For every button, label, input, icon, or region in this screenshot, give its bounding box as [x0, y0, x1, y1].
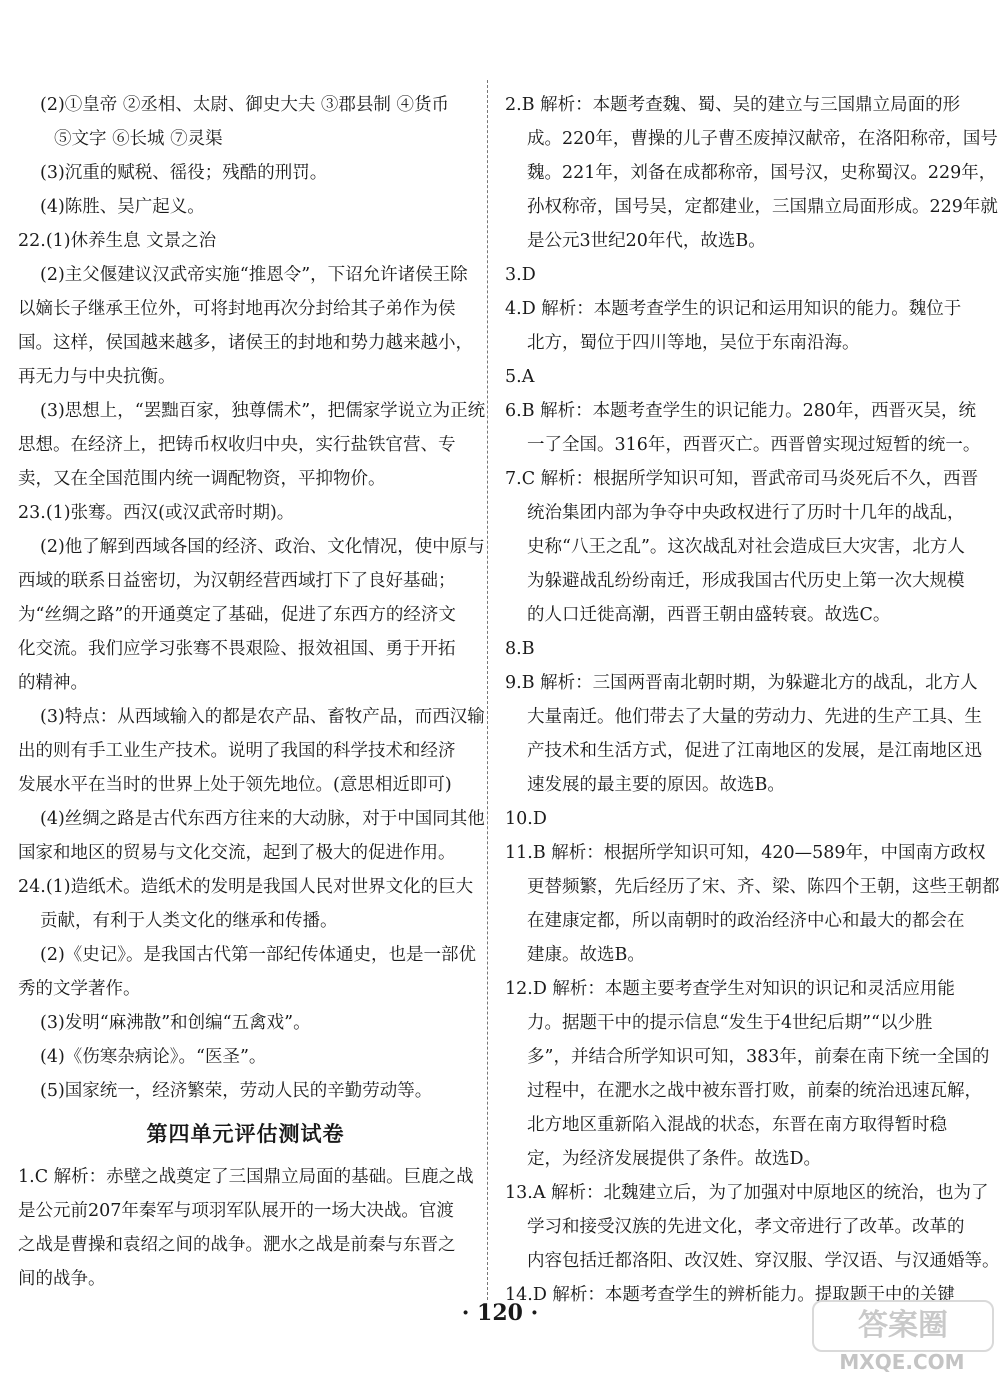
answer-line: 为躲避战乱纷纷南迁，形成我国古代历史上第一次大规模 — [527, 571, 965, 591]
answer-line: ⑤文字 ⑥长城 ⑦灵渠 — [54, 129, 223, 149]
answer-line: 定，为经济发展提供了条件。故选D。 — [527, 1149, 822, 1169]
answer-line: 魏。221年，刘备在成都称帝，国号汉，史称蜀汉。229年， — [527, 163, 997, 183]
left-answers-bottom — [18, 1160, 473, 1296]
answer-line: 多”，并结合所学知识可知，383年，前秦在南下统一全国的 — [527, 1047, 990, 1067]
watermark-logo — [812, 1300, 992, 1380]
answer-line: (2)主父偃建议汉武帝实施“推恩令”，下诏允许诸侯王除 — [40, 265, 468, 285]
answer-line: 的人口迁徙高潮，西晋王朝由盛转衰。故选C。 — [527, 605, 891, 625]
answer-line: 化交流。我们应学习张骞不畏艰险、报效祖国、勇于开拓 — [18, 639, 456, 659]
answer-line: 产技术和生活方式，促进了江南地区的发展，是江南地区迅 — [527, 741, 982, 761]
section-title: 第四单元评估测试卷 — [146, 1122, 345, 1146]
right-column — [505, 88, 1000, 1312]
answer-line: 2.B 解析：本题考查魏、蜀、吴的建立与三国鼎立局面的形 — [505, 95, 961, 115]
answer-line: 秀的文学著作。 — [18, 979, 141, 999]
answer-line: 10.D — [505, 809, 547, 829]
answer-line: 24.(1)造纸术。造纸术的发明是我国人民对世界文化的巨大 — [18, 877, 474, 897]
answer-line: 速发展的最主要的原因。故选B。 — [527, 775, 785, 795]
answer-line: 为“丝绸之路”的开通奠定了基础，促进了东西方的经济文 — [18, 605, 456, 625]
answer-line: 再无力与中央抗衡。 — [18, 367, 176, 387]
answer-line: 更替频繁，先后经历了宋、齐、梁、陈四个王朝，这些王朝都 — [527, 877, 1000, 897]
answer-line: 过程中，在淝水之战中被东晋打败，前秦的统治迅速瓦解， — [527, 1081, 982, 1101]
column-divider — [487, 80, 489, 1300]
answer-line: 9.B 解析：三国两晋南北朝时期，为躲避北方的战乱，北方人 — [505, 673, 978, 693]
answer-line: 一了全国。316年，西晋灭亡。西晋曾实现过短暂的统一。 — [527, 435, 981, 455]
left-answers-top — [18, 88, 486, 1108]
page-number: · 120 · — [461, 1300, 539, 1326]
watermark-url: MXQE.COM — [839, 1350, 965, 1374]
answer-line: 是公元前207年秦军与项羽军队展开的一场大决战。官渡 — [18, 1201, 454, 1221]
answer-line: 大量南迁。他们带去了大量的劳动力、先进的生产工具、生 — [527, 707, 982, 727]
answer-line: (2)他了解到西域各国的经济、政治、文化情况，使中原与 — [40, 537, 485, 557]
answer-line: (2)①皇帝 ②丞相、太尉、御史大夫 ③郡县制 ④货币 — [40, 95, 449, 115]
answer-line: 出的则有手工业生产技术。说明了我国的科学技术和经济 — [18, 741, 456, 761]
answer-line: 发展水平在当时的世界上处于领先地位。(意思相近即可) — [18, 775, 452, 795]
answer-line: (5)国家统一，经济繁荣，劳动人民的辛勤劳动等。 — [40, 1081, 433, 1101]
answer-line: (3)思想上，“罢黜百家，独尊儒术”，把儒家学说立为正统 — [40, 401, 486, 421]
watermark-logo-text: 答案圈 — [812, 1300, 994, 1352]
answer-line: 思想。在经济上，把铸币权收归中央，实行盐铁官营、专 — [18, 435, 456, 455]
answer-line: 西域的联系日益密切，为汉朝经营西域打下了良好基础； — [18, 571, 456, 591]
answer-line: 8.B — [505, 639, 535, 659]
answer-line: 11.B 解析：根据所学知识可知，420—589年，中国南方政权 — [505, 843, 986, 863]
answer-line: 14.D 解析：本题考查学生的辨析能力。提取题干中的关键 — [505, 1285, 955, 1305]
answer-line: (4)《伤寒杂病论》。“医圣”。 — [40, 1047, 267, 1067]
answer-line: 12.D 解析：本题主要考查学生对知识的识记和灵活应用能 — [505, 979, 955, 999]
answer-line: 史称“八王之乱”。这次战乱对社会造成巨大灾害，北方人 — [527, 537, 965, 557]
answer-line: 的精神。 — [18, 673, 88, 693]
answer-line: 3.D — [505, 265, 536, 285]
answer-line: 建康。故选B。 — [527, 945, 645, 965]
answer-line: 统治集团内部为争夺中央政权进行了历时十几年的战乱， — [527, 503, 965, 523]
answer-line: (3)发明“麻沸散”和创编“五禽戏”。 — [40, 1013, 311, 1033]
left-column — [18, 88, 486, 1296]
answer-line: 内容包括迁都洛阳、改汉姓、穿汉服、学汉语、与汉通婚等。 — [527, 1251, 1000, 1271]
answer-line: 之战是曹操和袁绍之间的战争。淝水之战是前秦与东晋之 — [18, 1235, 456, 1255]
answer-line: 学习和接受汉族的先进文化，孝文帝进行了改革。改革的 — [527, 1217, 965, 1237]
answer-line: 北方，蜀位于四川等地，吴位于东南沿海。 — [527, 333, 860, 353]
answer-line: 在建康定都，所以南朝时的政治经济中心和最大的都会在 — [527, 911, 965, 931]
answer-line: 22.(1)休养生息 文景之治 — [18, 231, 217, 251]
answer-line: 孙权称帝，国号吴，定都建业，三国鼎立局面形成。229年就 — [527, 197, 998, 217]
answer-line: (4)丝绸之路是古代东西方往来的大动脉，对于中国同其他 — [40, 809, 485, 829]
answer-line: 1.C 解析：赤壁之战奠定了三国鼎立局面的基础。巨鹿之战 — [18, 1167, 474, 1187]
answer-line: 力。据题干中的提示信息“发生于4世纪后期”“以少胜 — [527, 1013, 933, 1033]
answer-line: 以嫡长子继承王位外，可将封地再次分封给其子弟作为侯 — [18, 299, 456, 319]
answer-line: (3)沉重的赋税、徭役；残酷的刑罚。 — [40, 163, 328, 183]
answer-line: 6.B 解析：本题考查学生的识记能力。280年，西晋灭吴，统 — [505, 401, 977, 421]
answer-line: 贡献，有利于人类文化的继承和传播。 — [40, 911, 338, 931]
answer-line: 国。这样，侯国越来越多，诸侯王的封地和势力越来越小， — [18, 333, 473, 353]
answer-line: 23.(1)张骞。西汉(或汉武帝时期)。 — [18, 503, 295, 523]
answer-line: 北方地区重新陷入混战的状态，东晋在南方取得暂时稳 — [527, 1115, 947, 1135]
answer-line: 5.A — [505, 367, 535, 387]
answer-line: 4.D 解析：本题考查学生的识记和运用知识的能力。魏位于 — [505, 299, 962, 319]
answer-line: 7.C 解析：根据所学知识可知，晋武帝司马炎死后不久，西晋 — [505, 469, 979, 489]
answer-line: (2)《史记》。是我国古代第一部纪传体通史，也是一部优 — [40, 945, 477, 965]
answer-line: 间的战争。 — [18, 1269, 106, 1289]
right-answers — [505, 88, 1000, 1312]
answer-line: (3)特点：从西域输入的都是农产品、畜牧产品，而西汉输 — [40, 707, 485, 727]
answer-line: (4)陈胜、吴广起义。 — [40, 197, 205, 217]
answer-line: 卖，又在全国范围内统一调配物资，平抑物价。 — [18, 469, 386, 489]
answer-line: 13.A 解析：北魏建立后，为了加强对中原地区的统治，也为了 — [505, 1183, 989, 1203]
answer-line: 是公元3世纪20年代，故选B。 — [527, 231, 766, 251]
answer-line: 国家和地区的贸易与文化交流，起到了极大的促进作用。 — [18, 843, 456, 863]
answer-line: 成。220年，曹操的儿子曹丕废掉汉献帝，在洛阳称帝，国号 — [527, 129, 998, 149]
